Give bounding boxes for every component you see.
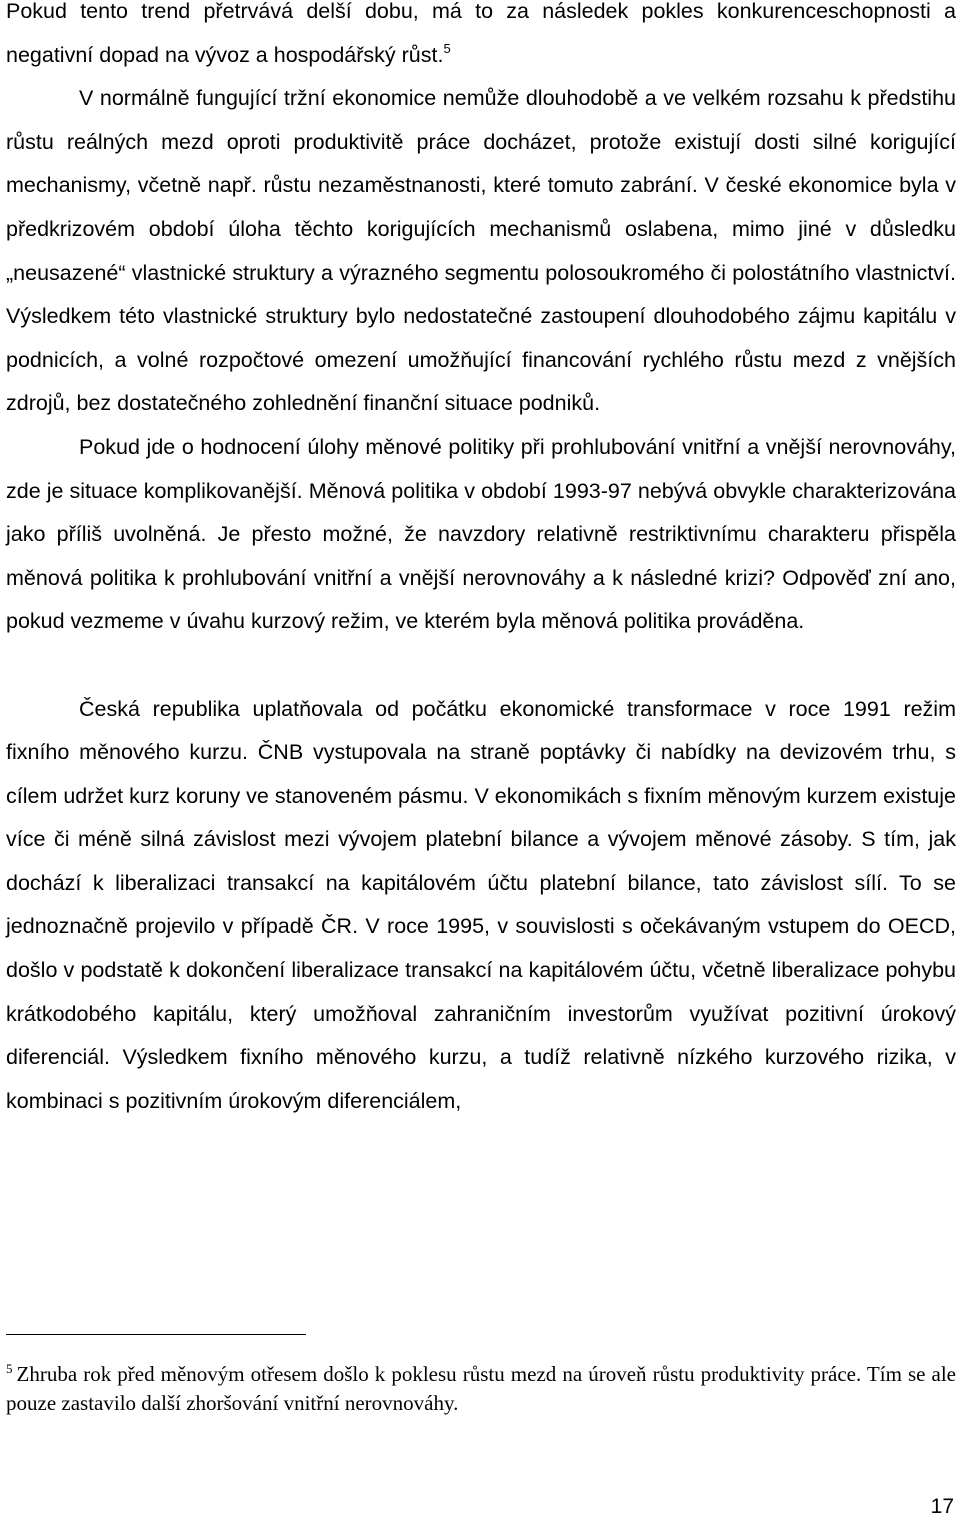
paragraph-3: Pokud jde o hodnocení úlohy měnové politiky při prohlubování vnitřní a vnější nerovnováhy, zde je situace komplikovanější. Měnová politika v období 1993-97 nebývá obvykle charakterizována jako příliš uvolněná. Je přesto možné, že navzdory relativně restriktivnímu charakteru přispěla měnová politika k prohlubování vnitřní a vnější nerovnováhy a k následné krizi? Odpověď zní ano, pokud vezmeme v úvahu kurzový režim, ve kterém byla měnová politika prováděna.	[6, 434, 956, 634]
footnote-reference[interactable]: 5	[443, 40, 451, 56]
paragraph-1	[6, 0, 956, 77]
footnote-separator	[6, 1334, 306, 1335]
footnote	[6, 1360, 956, 1418]
paragraph-gap	[6, 644, 956, 688]
footnote-text: Zhruba rok před měnovým otřesem došlo k poklesu růstu mezd na úroveň růstu produktivity práce. Tím se ale pouze zastavilo další zhoršování vnitřní nerovnováhy.	[6, 1362, 956, 1415]
paragraph-4: Česká republika uplatňovala od počátku ekonomické transformace v roce 1991 režim fixního měnového kurzu. ČNB vystupovala na straně poptávky či nabídky na devizovém trhu, s cílem udržet kurz koruny ve stanoveném pásmu. V ekonomikách s fixním měnovým kurzem existuje více či méně silná závislost mezi vývojem platební bilance a vývojem měnové zásoby. S tím, jak dochází k liberalizaci transakcí na kapitálovém účtu platební bilance, tato závislost sílí. To se jednoznačně projevilo v případě ČR. V roce 1995, v souvislosti s očekávaným vstupem do OECD, došlo v podstatě k dokončení liberalizace transakcí na kapitálovém účtu, včetně liberalizace pohybu krátkodobého kapitálu, který umožňoval zahraničním investorům využívat pozitivní úrokový diferenciál. Výsledkem fixního měnového kurzu, a tudíž relativně nízkého kurzového rizika, v kombinaci s pozitivním úrokovým diferenciálem,	[6, 696, 956, 1113]
footnote-number: 5	[6, 1361, 13, 1376]
page-number: 17	[930, 1495, 954, 1518]
paragraph-2: V normálně fungující tržní ekonomice nemůže dlouhodobě a ve velkém rozsahu k předstihu růstu reálných mezd oproti produktivitě práce docházet, protože existují dosti silné korigující mechanismy, včetně např. růstu nezaměstnanosti, které tomuto zabrání. V české ekonomice byla v předkrizovém období úloha těchto korigujících mechanismů oslabena, mimo jiné v důsledku „neusazené“ vlastnické struktury a výrazného segmentu polosoukromého či polostátního vlastnictví. Výsledkem této vlastnické struktury bylo nedostatečné zastoupení dlouhodobého zájmu kapitálu v podnicích, a volné rozpočtové omezení umožňující financování rychlého růstu mezd z vnějších zdrojů, bez dostatečného zohlednění finanční situace podniků.	[6, 86, 956, 416]
body-text	[6, 0, 956, 1123]
paragraph-1-text: Pokud tento trend přetrvává delší dobu, má to za následek pokles konkurenceschopnosti a negativní dopad na vývoz a hospodářský růst.	[6, 0, 956, 67]
